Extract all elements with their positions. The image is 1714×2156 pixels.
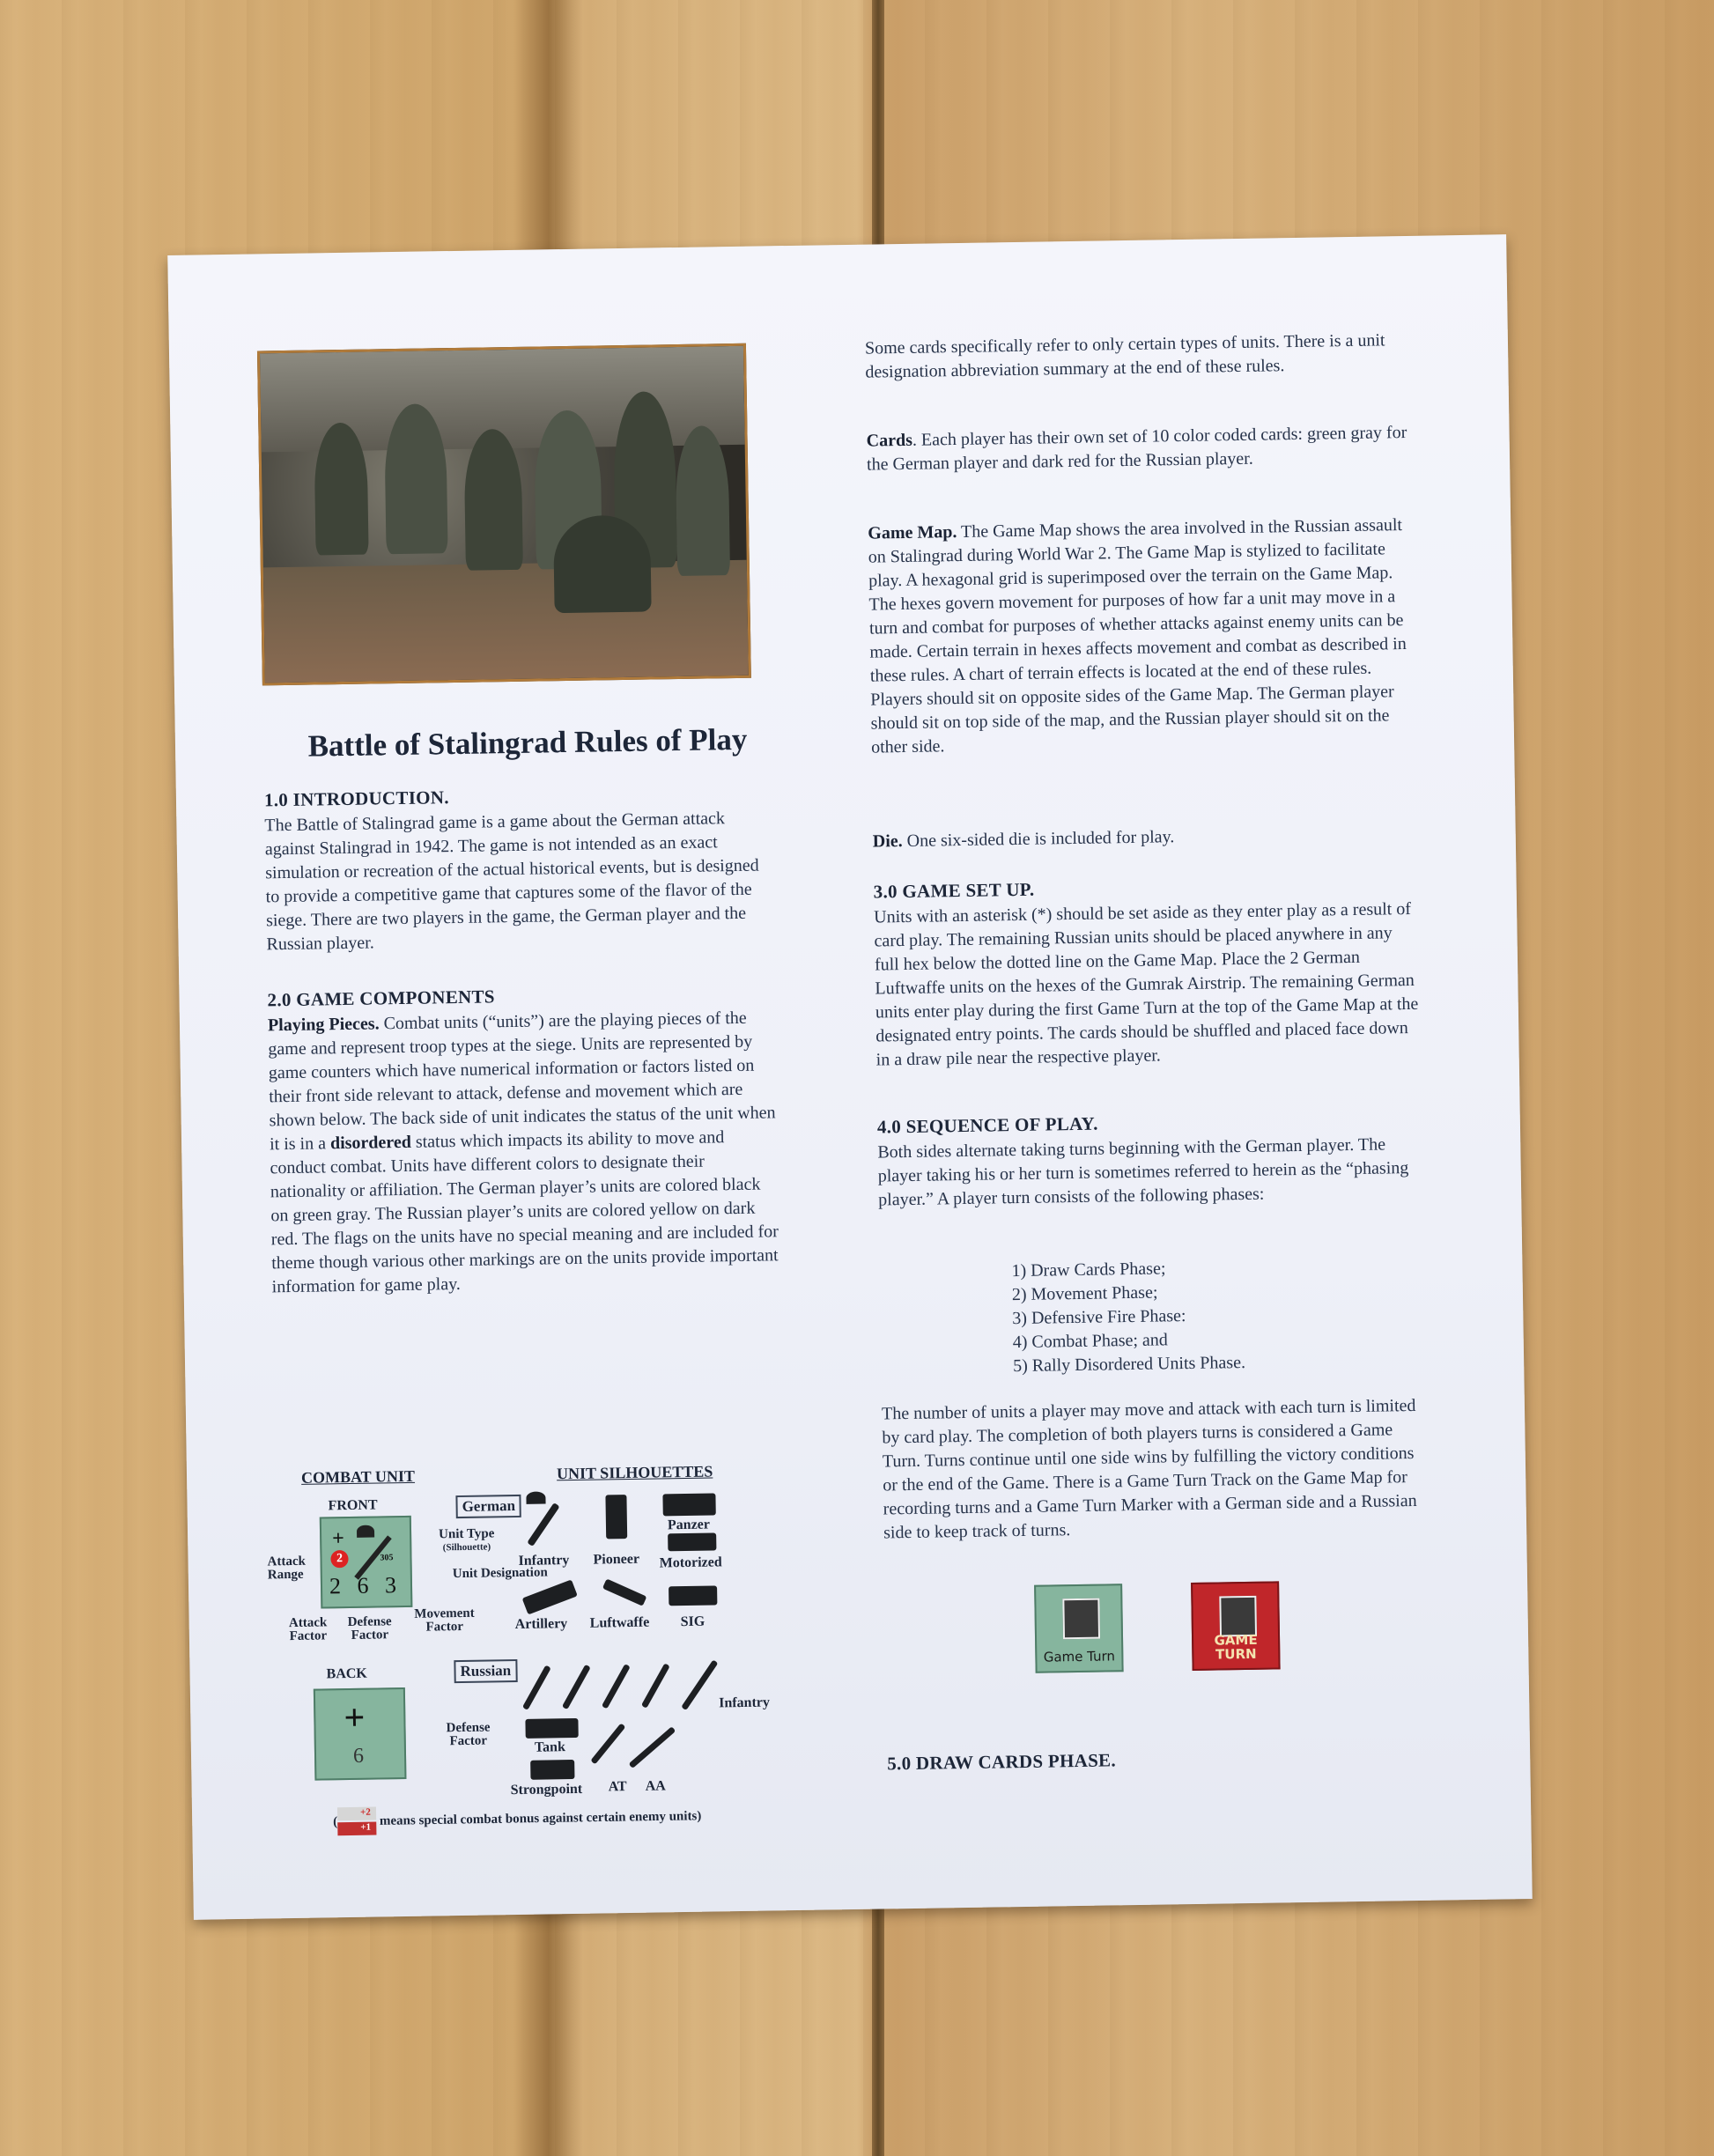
tank-silhouette-icon xyxy=(525,1718,578,1739)
strongpoint-silhouette-icon xyxy=(530,1760,574,1780)
luftwaffe-silhouette-icon xyxy=(602,1578,647,1606)
right-column xyxy=(864,329,1429,1775)
disordered-word: disordered xyxy=(329,1132,412,1154)
draw-cards-heading: 5.0 DRAW CARDS PHASE. xyxy=(887,1749,1117,1775)
rifle-silhouette-icon xyxy=(602,1664,631,1709)
rifle-silhouette-icon xyxy=(681,1659,718,1710)
section-game-map: Game Map. The Game Map shows the area involved in the Russian assault on Stalingrad during World War 2. The Game Map is stylized to facilitate play. A hexagonal grid is superimposed over the terrain on the Game Map. The hexes govern movement for purposes of how far a unit may move in a turn and combat for purposes of whether attacks against enemy units can be made. Certain terrain in hexes affects movement and combat as described in these rules. A chart of terrain effects is located at the end of these rules. Players should sit on opposite sides of the Game Map. The German player should sit on top side of the map, and the Russian player should sit on the other side. xyxy=(868,515,1407,757)
pioneer-label: Pioneer xyxy=(593,1551,640,1568)
bonus-value-1: +2 xyxy=(359,1806,371,1818)
unit-types-note: Some cards specifically refer to only certain types of units. There is a unit designation abbreviation summary at the end of these rules. xyxy=(864,330,1385,382)
aa-gun-silhouette-icon xyxy=(629,1726,676,1768)
unit-silhouettes-label: UNIT SILHOUETTES xyxy=(556,1462,713,1483)
unit-type-label: Unit Type (Silhouette) xyxy=(438,1526,495,1554)
cross-icon: + xyxy=(344,1697,366,1739)
cross-icon: + xyxy=(331,1527,345,1551)
russian-game-turn-marker: GAME TURN xyxy=(1191,1581,1281,1671)
bonus-value-2: +1 xyxy=(360,1821,372,1833)
tank-label: Tank xyxy=(534,1739,566,1755)
sig-silhouette-icon xyxy=(669,1585,717,1606)
section-die: Die. One six-sided die is included for play. xyxy=(872,827,1175,852)
setup-heading: 3.0 GAME SET UP. xyxy=(873,878,1035,903)
sequence-text: Both sides alternate taking turns beginning with the German player. The player taking his or her turn is sometimes referred to herein as the “phasing player.” A player turn consists of the following phases: xyxy=(877,1134,1409,1210)
back-defense-label: Defense Factor xyxy=(446,1720,491,1749)
at-label: AT xyxy=(608,1779,627,1795)
playing-pieces-lead: Playing Pieces. xyxy=(267,1014,380,1036)
phase-item: 1) Draw Cards Phase; xyxy=(1011,1259,1166,1281)
phase-item: 2) Movement Phase; xyxy=(1011,1282,1158,1305)
combat-unit-label: COMBAT UNIT xyxy=(300,1466,416,1487)
russian-infantry-label: Infantry xyxy=(719,1695,771,1711)
german-tag: German xyxy=(455,1495,521,1518)
components-heading: 2.0 GAME COMPONENTS xyxy=(267,986,495,1011)
phase-list xyxy=(1011,1254,1365,1378)
intro-heading: 1.0 INTRODUCTION. xyxy=(263,786,450,811)
front-label: FRONT xyxy=(328,1497,378,1514)
sig-label: SIG xyxy=(680,1613,706,1630)
bonus-note: ( +2 +1 means special combat bonus against certain enemy units) xyxy=(333,1802,702,1838)
motorized-silhouette-icon xyxy=(668,1532,716,1551)
unit-designation-value: 305 xyxy=(380,1553,394,1563)
left-column xyxy=(257,343,779,1833)
components-text-1: Combat units (“units”) are the playing pieces of the game and represent troop types at the siege. Units are represented by game counters which have numerical information or factors listed on their front side relevant to attack, defense and movement which are shown below. The back side of unit indicates the status of the unit when it is in a xyxy=(268,1008,776,1155)
unit-diagram xyxy=(266,1461,817,1833)
page-title: Battle of Stalingrad Rules of Play xyxy=(307,721,748,764)
section-sequence xyxy=(877,1108,1425,1213)
section-draw-cards xyxy=(887,1745,1433,1778)
rifle-silhouette-icon xyxy=(562,1665,591,1709)
section-game-turn xyxy=(882,1394,1430,1546)
rules-sheet xyxy=(167,234,1532,1920)
phase-item: 3) Defensive Fire Phase: xyxy=(1012,1306,1186,1329)
defense-factor-label: Defense Factor xyxy=(347,1614,392,1643)
panzer-label: Panzer xyxy=(667,1517,711,1533)
section-components xyxy=(267,981,782,1299)
components-text-2: status which impacts its ability to move and conduct combat. Units have different colors to designate their nationality or affiliation. The German player’s units are colored black on green gray. The Russian player’s units are colored yellow on dark red. The flags on the units have no special meaning and are included for theme though various other markings are on the units provide important information for game play. xyxy=(270,1127,779,1297)
phase-item: 5) Rally Disordered Units Phase. xyxy=(1013,1352,1246,1377)
phase-item: 4) Combat Phase; and xyxy=(1012,1330,1168,1353)
at-gun-silhouette-icon xyxy=(590,1723,625,1764)
unit-designation-label: Unit Designation xyxy=(452,1565,548,1582)
artillery-silhouette-icon xyxy=(522,1579,578,1614)
luftwaffe-label: Luftwaffe xyxy=(589,1614,650,1631)
back-label: BACK xyxy=(326,1665,367,1682)
helmet-icon xyxy=(357,1525,374,1538)
front-factors: 2 6 3 xyxy=(329,1572,403,1599)
soldiers-photo xyxy=(257,343,751,686)
components-text xyxy=(268,1006,783,1299)
front-counter xyxy=(320,1516,413,1609)
aa-label: AA xyxy=(645,1778,666,1794)
setup-text: Units with an asterisk (*) should be set aside as they enter play as a result of card play. The remaining Russian units should be placed anywhere in any full hex below the dotted line on the Game Map. Place the 2 German Luftwaffe units on the hexes of the Gumrak Airstrip. The remaining German units enter play during the first Game Turn at the top of the Game Map at the designated entry points. The cards should be shuffled and placed face down in a draw pile near the respective player. xyxy=(873,898,1419,1070)
section-cards: Cards. Each player has their own set of 10 color coded cards: green gray for the German player and dark red for the Russian player. xyxy=(866,422,1407,475)
attack-factor-label: Attack Factor xyxy=(288,1615,328,1644)
rifle-silhouette-icon xyxy=(522,1665,551,1709)
infantry-label: Infantry xyxy=(518,1553,570,1569)
sequence-heading: 4.0 SEQUENCE OF PLAY. xyxy=(876,1112,1098,1138)
russian-tag: Russian xyxy=(454,1659,517,1683)
rifle-silhouette-icon xyxy=(641,1663,670,1708)
german-game-turn-marker: Game Turn xyxy=(1034,1584,1124,1673)
motorized-label: Motorized xyxy=(659,1554,722,1571)
back-defense-value: 6 xyxy=(352,1744,365,1768)
panzer-silhouette-icon xyxy=(662,1493,715,1516)
artillery-label: Artillery xyxy=(514,1616,568,1633)
pioneer-silhouette-icon xyxy=(605,1495,627,1539)
intro-text: The Battle of Stalingrad game is a game about the German attack against Stalingrad in 1942. The game is not intended as an exact simulation or recreation of the actual historical events, but is designed to provide a competitive game that captures some of the flavor of the siege. There are two players in the game, the German player and the Russian player. xyxy=(264,808,759,955)
helmet-icon xyxy=(526,1491,545,1503)
back-counter xyxy=(314,1687,407,1781)
movement-factor-label: Movement Factor xyxy=(414,1606,475,1635)
section-introduction xyxy=(264,781,778,956)
attack-range-label: Attack Range xyxy=(267,1554,307,1583)
attack-range-badge: 2 xyxy=(330,1550,348,1568)
section-setup xyxy=(874,873,1422,1073)
turn-text: The number of units a player may move and attack with each turn is limited by card play. The completion of both players turns is considered a Game Turn. Turns continue until one side wins by fulfilling the victory conditions or the end of the Game. There is a Game Turn Track on the Game Map for recording turns and a Game Turn Marker with a German side and a Russian side to keep track of turns. xyxy=(881,1395,1417,1543)
infantry-silhouette-icon xyxy=(527,1503,559,1547)
strongpoint-label: Strongpoint xyxy=(510,1781,583,1798)
